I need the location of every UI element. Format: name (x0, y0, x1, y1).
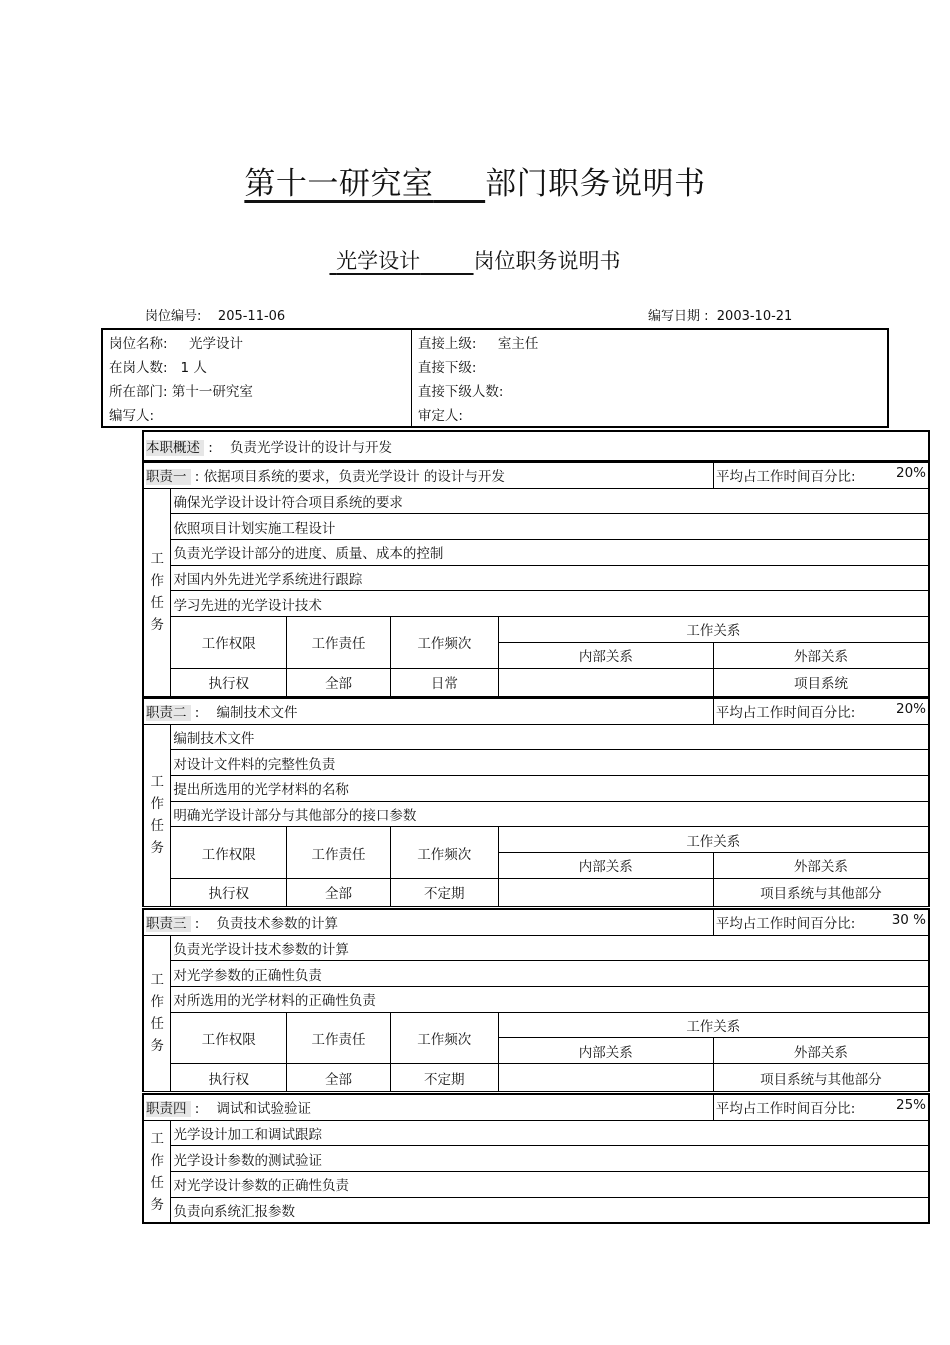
task-item: 光学设计加工和调试跟踪 (171, 1120, 929, 1146)
task-item: 对所选用的光学材料的正确性负责 (171, 987, 929, 1013)
document-title (0, 158, 950, 203)
authority-value: 执行权 (171, 878, 287, 906)
external-value: 项目系统与其他部分 (713, 878, 929, 906)
external-value: 项目系统与其他部分 (713, 1064, 929, 1092)
external-header: 外部关系 (713, 1038, 929, 1064)
write-date: 编写日期 : 2003-10-21 (648, 309, 793, 324)
headcount-cell: 在岗人数: 1 人 (109, 360, 207, 376)
writer-cell: 编写人: (109, 408, 155, 424)
frequency-value: 日常 (390, 668, 498, 696)
task-vertical-label: 工作任务 (143, 488, 171, 696)
post-name-cell: 岗位名称: 光学设计 (109, 336, 244, 352)
department-cell: 所在部门: 第十一研究室 (109, 384, 253, 400)
internal-value (498, 878, 713, 906)
duty-pct: 平均占工作时间百分比: 20% (713, 698, 929, 724)
responsibility-header: 工作责任 (287, 827, 391, 878)
title-suffix: 部门职务说明书 (485, 166, 706, 202)
subtitle-suffix: 岗位职务说明书 (473, 249, 621, 273)
responsibility-value: 全部 (287, 668, 391, 696)
internal-header: 内部关系 (498, 642, 713, 668)
frequency-value: 不定期 (390, 1064, 498, 1092)
task-item: 确保光学设计设计符合项目系统的要求 (171, 488, 929, 514)
duty-4-table (142, 1093, 930, 1224)
task-item: 负责光学设计技术参数的计算 (171, 935, 929, 961)
task-item: 编制技术文件 (171, 724, 929, 750)
responsibility-value: 全部 (287, 878, 391, 906)
duty-header: 职责四 : 调试和试验验证 (143, 1094, 713, 1120)
task-item: 提出所选用的光学材料的名称 (171, 776, 929, 802)
responsibility-header: 工作责任 (287, 1012, 391, 1063)
post-name: 光学设计 (336, 249, 421, 273)
frequency-value: 不定期 (390, 878, 498, 906)
internal-header: 内部关系 (498, 853, 713, 879)
authority-value: 执行权 (171, 1064, 287, 1092)
relations-header: 工作关系 (498, 617, 929, 643)
task-item: 对设计文件料的完整性负责 (171, 750, 929, 776)
task-item: 对国内外先进光学系统进行跟踪 (171, 565, 929, 591)
frequency-header: 工作频次 (390, 617, 498, 668)
authority-value: 执行权 (171, 668, 287, 696)
summary-text: 负责光学设计的设计与开发 (230, 440, 393, 456)
duty-pct: 平均占工作时间百分比: 30 % (713, 909, 929, 935)
task-item: 依照项目计划实施工程设计 (171, 514, 929, 540)
summary-row: 本职概述 : 负责光学设计的设计与开发 (143, 431, 929, 461)
task-item: 明确光学设计部分与其他部分的接口参数 (171, 801, 929, 827)
duty-2-table (142, 697, 930, 907)
frequency-header: 工作频次 (390, 827, 498, 878)
post-info-table (101, 328, 889, 428)
relations-header: 工作关系 (498, 827, 929, 853)
post-code: 岗位编号: 205-11-06 (145, 309, 286, 324)
authority-header: 工作权限 (171, 1012, 287, 1063)
task-item: 负责光学设计部分的进度、质量、成本的控制 (171, 540, 929, 566)
task-item: 光学设计参数的测试验证 (171, 1146, 929, 1172)
superior-cell: 直接上级: 室主任 (411, 329, 888, 354)
internal-value (498, 1064, 713, 1092)
duty-1-table (142, 461, 930, 697)
task-item: 对光学参数的正确性负责 (171, 961, 929, 987)
authority-header: 工作权限 (171, 827, 287, 878)
summary-table (142, 430, 930, 461)
duty-3-table (142, 908, 930, 1092)
task-vertical-label: 工作任务 (143, 935, 171, 1091)
task-vertical-label: 工作任务 (143, 724, 171, 906)
responsibility-value: 全部 (287, 1064, 391, 1092)
duty-header: 职责一 : 依据项目系统的要求，负责光学设计 的设计与开发 (143, 462, 713, 488)
task-item: 对光学设计参数的正确性负责 (171, 1172, 929, 1198)
department-name: 第十一研究室 (244, 166, 434, 202)
external-value: 项目系统 (713, 668, 929, 696)
responsibility-header: 工作责任 (287, 617, 391, 668)
external-header: 外部关系 (713, 853, 929, 879)
external-header: 外部关系 (713, 642, 929, 668)
duty-pct: 平均占工作时间百分比: 20% (713, 462, 929, 488)
subordinate-count-cell: 直接下级人数: (411, 378, 888, 402)
duty-header: 职责二 : 编制技术文件 (143, 698, 713, 724)
frequency-header: 工作频次 (390, 1012, 498, 1063)
document-subtitle (0, 245, 950, 275)
task-item: 学习先进的光学设计技术 (171, 591, 929, 617)
duty-pct: 平均占工作时间百分比: 25% (713, 1094, 929, 1120)
approver-cell: 审定人: (411, 402, 888, 427)
internal-header: 内部关系 (498, 1038, 713, 1064)
subordinate-cell: 直接下级: (411, 354, 888, 378)
relations-header: 工作关系 (498, 1012, 929, 1038)
duty-header: 职责三 : 负责技术参数的计算 (143, 909, 713, 935)
authority-header: 工作权限 (171, 617, 287, 668)
task-item: 负责向系统汇报参数 (171, 1197, 929, 1223)
internal-value (498, 668, 713, 696)
task-vertical-label: 工作任务 (143, 1120, 171, 1223)
